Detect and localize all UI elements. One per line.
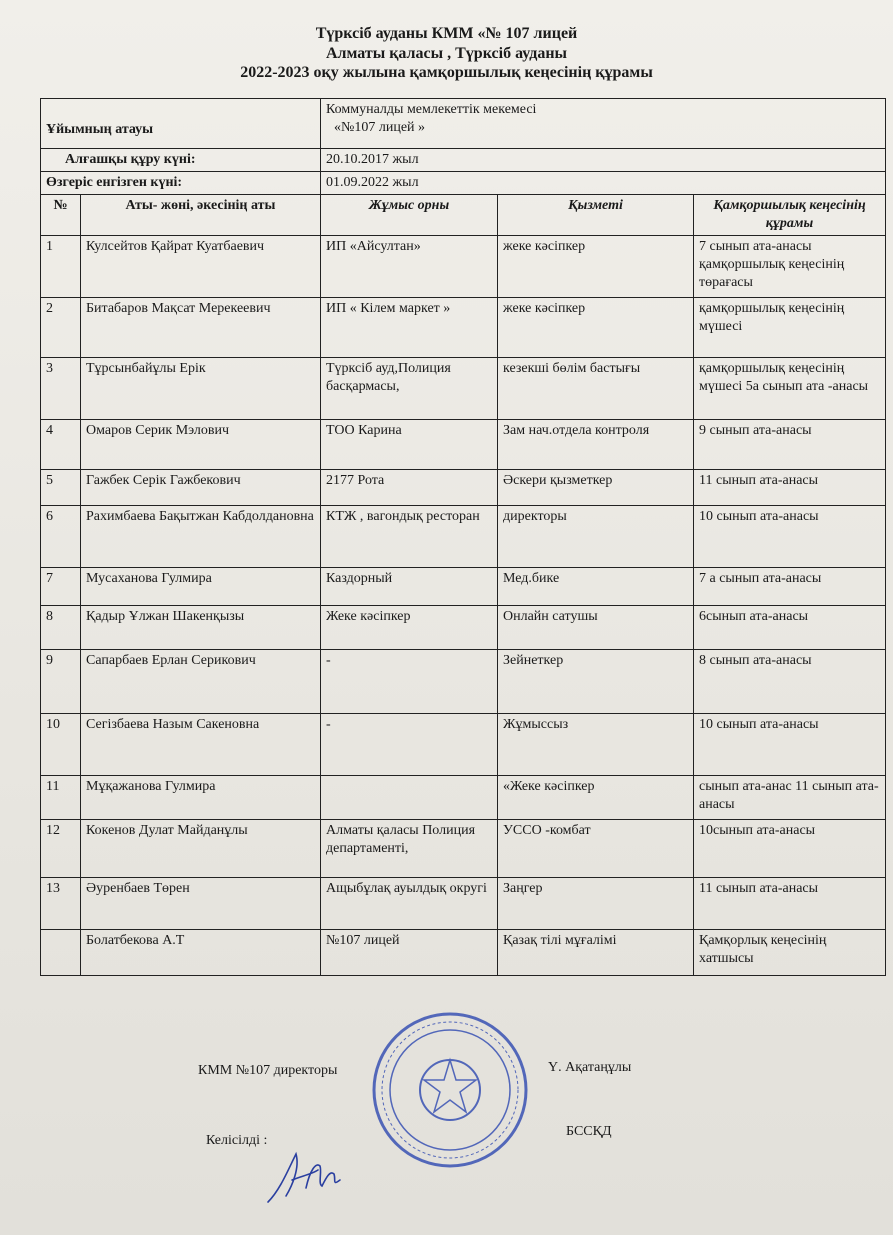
row-num: 11 xyxy=(41,776,81,820)
row-role: қамқоршылық кеңесінің мүшесі xyxy=(694,298,886,358)
table-row xyxy=(41,298,886,358)
row-position: кезекші бөлім бастығы xyxy=(498,358,694,420)
table-row xyxy=(41,420,886,470)
row-position: Онлайн сатушы xyxy=(498,606,694,650)
table-row xyxy=(41,878,886,930)
row-position: жеке кәсіпкер xyxy=(498,236,694,298)
row-num: 6 xyxy=(41,506,81,568)
row-position: Әскери қызметкер xyxy=(498,470,694,506)
doc-title-line-1: Түрксіб ауданы КММ «№ 107 лицей xyxy=(315,25,578,42)
row-position: жеке кәсіпкер xyxy=(498,298,694,358)
row-work: ТОО Карина xyxy=(321,420,498,470)
official-stamp-icon xyxy=(370,1010,530,1170)
table-row xyxy=(41,236,886,298)
table-row xyxy=(41,714,886,776)
doc-title-line-2: Алматы қаласы , Түрксіб ауданы xyxy=(325,45,568,62)
row-work: Каздорный xyxy=(321,568,498,606)
row-name: Сапарбаев Ерлан Серикович xyxy=(81,650,321,714)
row-work: 2177 Рота xyxy=(321,470,498,506)
row-position: «Жеке кәсіпкер xyxy=(498,776,694,820)
table-row xyxy=(41,650,886,714)
row-name: Гажбек Серік Гажбекович xyxy=(81,470,321,506)
doc-title-line-3: 2022-2023 оқу жылына қамқоршылық кеңесінің құрамы xyxy=(240,64,653,81)
row-name: Әуренбаев Төрен xyxy=(81,878,321,930)
row-role: 7 сынып ата-анасы қамқоршылық кеңесінің төрағасы xyxy=(694,236,886,298)
row-num: 13 xyxy=(41,878,81,930)
col-header-work: Жұмыс орны xyxy=(321,195,498,236)
row-work: Түрксіб ауд,Полиция басқармасы, xyxy=(321,358,498,420)
row-name: Тұрсынбайұлы Ерік xyxy=(81,358,321,420)
col-header-position: Қызметі xyxy=(498,195,694,236)
row-role: сынып ата-анас 11 сынып ата-анасы xyxy=(694,776,886,820)
row-name: Битабаров Мақсат Мерекеевич xyxy=(81,298,321,358)
row-num: 3 xyxy=(41,358,81,420)
row-work: КТЖ , вагондық ресторан xyxy=(321,506,498,568)
table-row xyxy=(41,506,886,568)
row-name: Омаров Серик Мэлович xyxy=(81,420,321,470)
changed-label: Өзгеріс енгізген күні: xyxy=(41,172,321,195)
row-work: ИП « Кілем маркет » xyxy=(321,298,498,358)
row-num: 1 xyxy=(41,236,81,298)
row-role: 8 сынып ата-анасы xyxy=(694,650,886,714)
row-name: Кокенов Дулат Майданұлы xyxy=(81,820,321,878)
row-work: Алматы қаласы Полиция департаменті, xyxy=(321,820,498,878)
row-position: УССО -комбат xyxy=(498,820,694,878)
org-label: Ұйымның атауы xyxy=(41,99,321,149)
org-value-line-2: «№107 лицей » xyxy=(334,120,426,135)
row-role: 10 сынып ата-анасы xyxy=(694,714,886,776)
row-position: Зейнеткер xyxy=(498,650,694,714)
col-header-num: № xyxy=(41,195,81,236)
row-num xyxy=(41,930,81,976)
row-name: Болатбекова А.Т xyxy=(81,930,321,976)
council-table xyxy=(40,98,886,976)
info-row-org xyxy=(41,99,886,149)
agreed-label: Келісілді : xyxy=(206,1133,268,1148)
row-position: директоры xyxy=(498,506,694,568)
row-num: 7 xyxy=(41,568,81,606)
row-role: 10сынып ата-анасы xyxy=(694,820,886,878)
row-role: Қамқорлық кеңесінің хатшысы xyxy=(694,930,886,976)
agreed-org: БССҚД xyxy=(566,1124,612,1139)
table-row xyxy=(41,930,886,976)
changed-value: 01.09.2022 жыл xyxy=(321,172,886,195)
row-num: 10 xyxy=(41,714,81,776)
column-header-row xyxy=(41,195,886,236)
org-value-line-1: Коммуналды мемлекеттік мекемесі xyxy=(326,102,537,117)
table-row xyxy=(41,776,886,820)
row-name: Мусаханова Гулмира xyxy=(81,568,321,606)
row-role: 11 сынып ата-анасы xyxy=(694,878,886,930)
row-position: Мед.бике xyxy=(498,568,694,606)
table-row xyxy=(41,358,886,420)
row-role: қамқоршылық кеңесінің мүшесі 5а сынып ата -анасы xyxy=(694,358,886,420)
row-work: - xyxy=(321,650,498,714)
director-name: Ү. Ақатаңұлы xyxy=(548,1060,632,1075)
row-position: Жұмыссыз xyxy=(498,714,694,776)
row-num: 8 xyxy=(41,606,81,650)
row-num: 12 xyxy=(41,820,81,878)
row-work: - xyxy=(321,714,498,776)
row-position: Қазақ тілі мұғалімі xyxy=(498,930,694,976)
row-num: 9 xyxy=(41,650,81,714)
row-work: №107 лицей xyxy=(321,930,498,976)
row-num: 2 xyxy=(41,298,81,358)
row-role: 6сынып ата-анасы xyxy=(694,606,886,650)
row-name: Рахимбаева Бақытжан Кабдолдановна xyxy=(81,506,321,568)
table-row xyxy=(41,606,886,650)
table-row xyxy=(41,470,886,506)
row-position: Заңгер xyxy=(498,878,694,930)
member-rows xyxy=(41,236,886,976)
org-value xyxy=(321,99,886,149)
row-name: Қадыр Ұлжан Шакенқызы xyxy=(81,606,321,650)
row-role: 9 сынып ата-анасы xyxy=(694,420,886,470)
row-num: 4 xyxy=(41,420,81,470)
table-row xyxy=(41,568,886,606)
row-name: Сегізбаева Назым Сакеновна xyxy=(81,714,321,776)
row-position: Зам нач.отдела контроля xyxy=(498,420,694,470)
row-work: Жеке кәсіпкер xyxy=(321,606,498,650)
row-role: 11 сынып ата-анасы xyxy=(694,470,886,506)
row-work xyxy=(321,776,498,820)
info-row-changed xyxy=(41,172,886,195)
row-num: 5 xyxy=(41,470,81,506)
director-label: КММ №107 директоры xyxy=(198,1063,338,1078)
col-header-name: Аты- жөні, әкесінің аты xyxy=(81,195,321,236)
info-row-created xyxy=(41,149,886,172)
row-role: 7 а сынып ата-анасы xyxy=(694,568,886,606)
table-row xyxy=(41,820,886,878)
row-role: 10 сынып ата-анасы xyxy=(694,506,886,568)
row-name: Кулсейтов Қайрат Куатбаевич xyxy=(81,236,321,298)
row-name: Мұқажанова Гулмира xyxy=(81,776,321,820)
row-work: Ащыбұлақ ауылдық округі xyxy=(321,878,498,930)
created-value: 20.10.2017 жыл xyxy=(321,149,886,172)
created-label: Алғашқы құру күні: xyxy=(41,149,321,172)
signature-icon xyxy=(262,1140,352,1210)
row-work: ИП «Айсултан» xyxy=(321,236,498,298)
col-header-role: Қамқоршылық кеңесінің құрамы xyxy=(694,195,886,236)
